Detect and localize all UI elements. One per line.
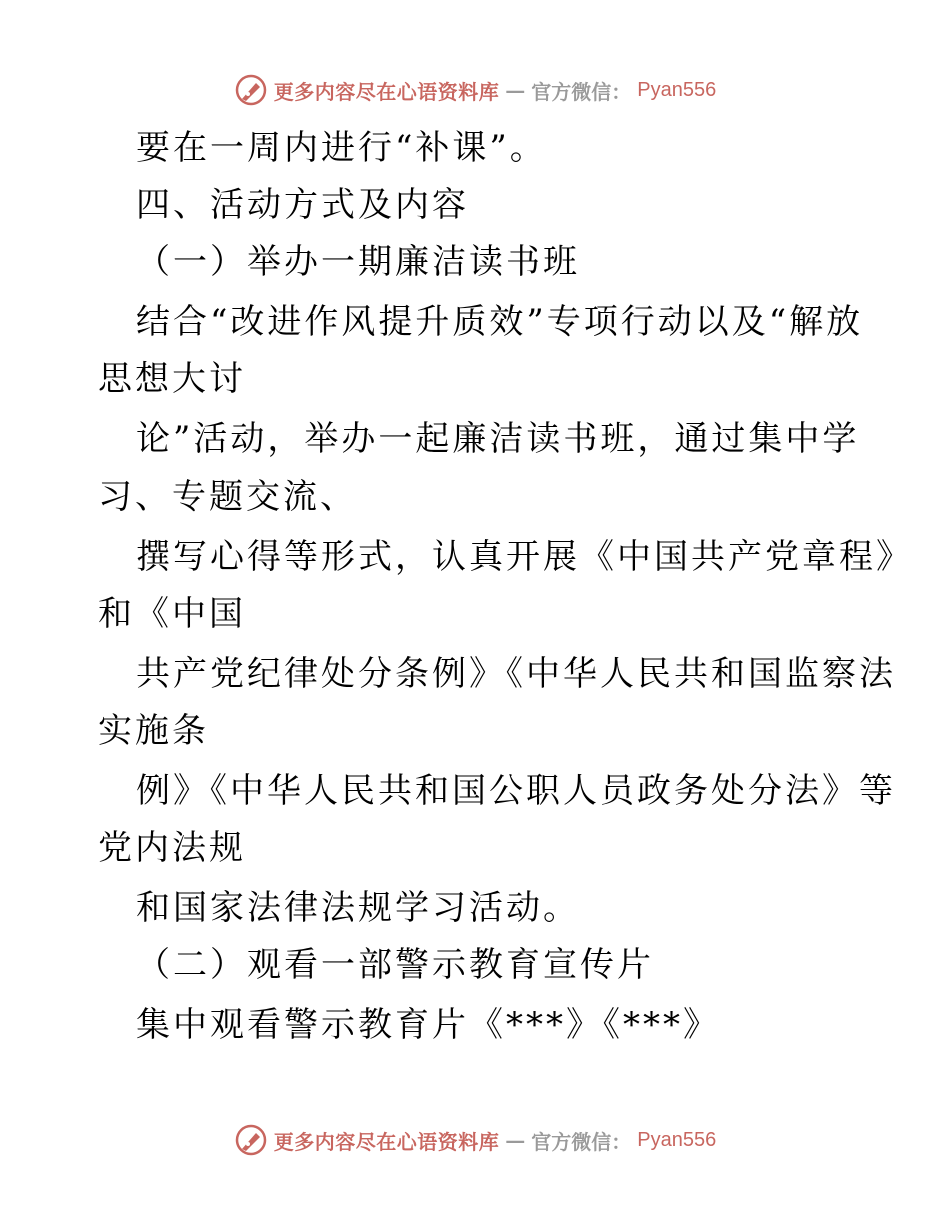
watermark-main-text: 更多内容尽在心语资料库 [273,79,500,104]
watermark-main-text: 更多内容尽在心语资料库 [273,1129,500,1154]
section-heading: 四、活动方式及内容 [136,185,469,225]
watermark-id: Pyan556 [637,78,717,101]
body-line: 实施条 [98,711,209,751]
pen-logo-icon [234,73,268,107]
body-line: 和《中国 [98,594,246,634]
watermark-id: Pyan556 [637,1128,717,1151]
subsection-heading: （一）举办一期廉洁读书班 [136,242,580,282]
watermark-dash: — [505,78,526,102]
body-line: 习、专题交流、 [98,477,357,517]
watermark-label: 官方微信： [531,79,632,104]
watermark-dash: — [505,1128,526,1152]
body-line: 集中观看警示教育片《***》《***》 [136,1005,720,1045]
header-watermark [0,70,950,110]
body-line: 共产党纪律处分条例》《中华人民共和国监察法 [136,654,896,694]
body-line: 党内法规 [98,828,246,868]
watermark-label: 官方微信： [531,1129,632,1154]
pen-logo-icon [234,1123,268,1157]
body-line: 思想大讨 [98,359,246,399]
subsection-heading: （二）观看一部警示教育宣传片 [136,945,654,985]
body-line: 撰写心得等形式，认真开展《中国共产党章程》 [136,537,913,577]
body-line: 要在一周内进行“补课”。 [136,128,547,168]
body-line: 论”活动，举办一起廉洁读书班，通过集中学 [136,419,860,459]
footer-watermark [0,1120,950,1160]
body-line: 和国家法律法规学习活动。 [136,888,580,928]
body-line: 例》《中华人民共和国公职人员政务处分法》等 [136,771,896,811]
body-line: 结合“改进作风提升质效”专项行动以及“解放 [136,302,864,342]
